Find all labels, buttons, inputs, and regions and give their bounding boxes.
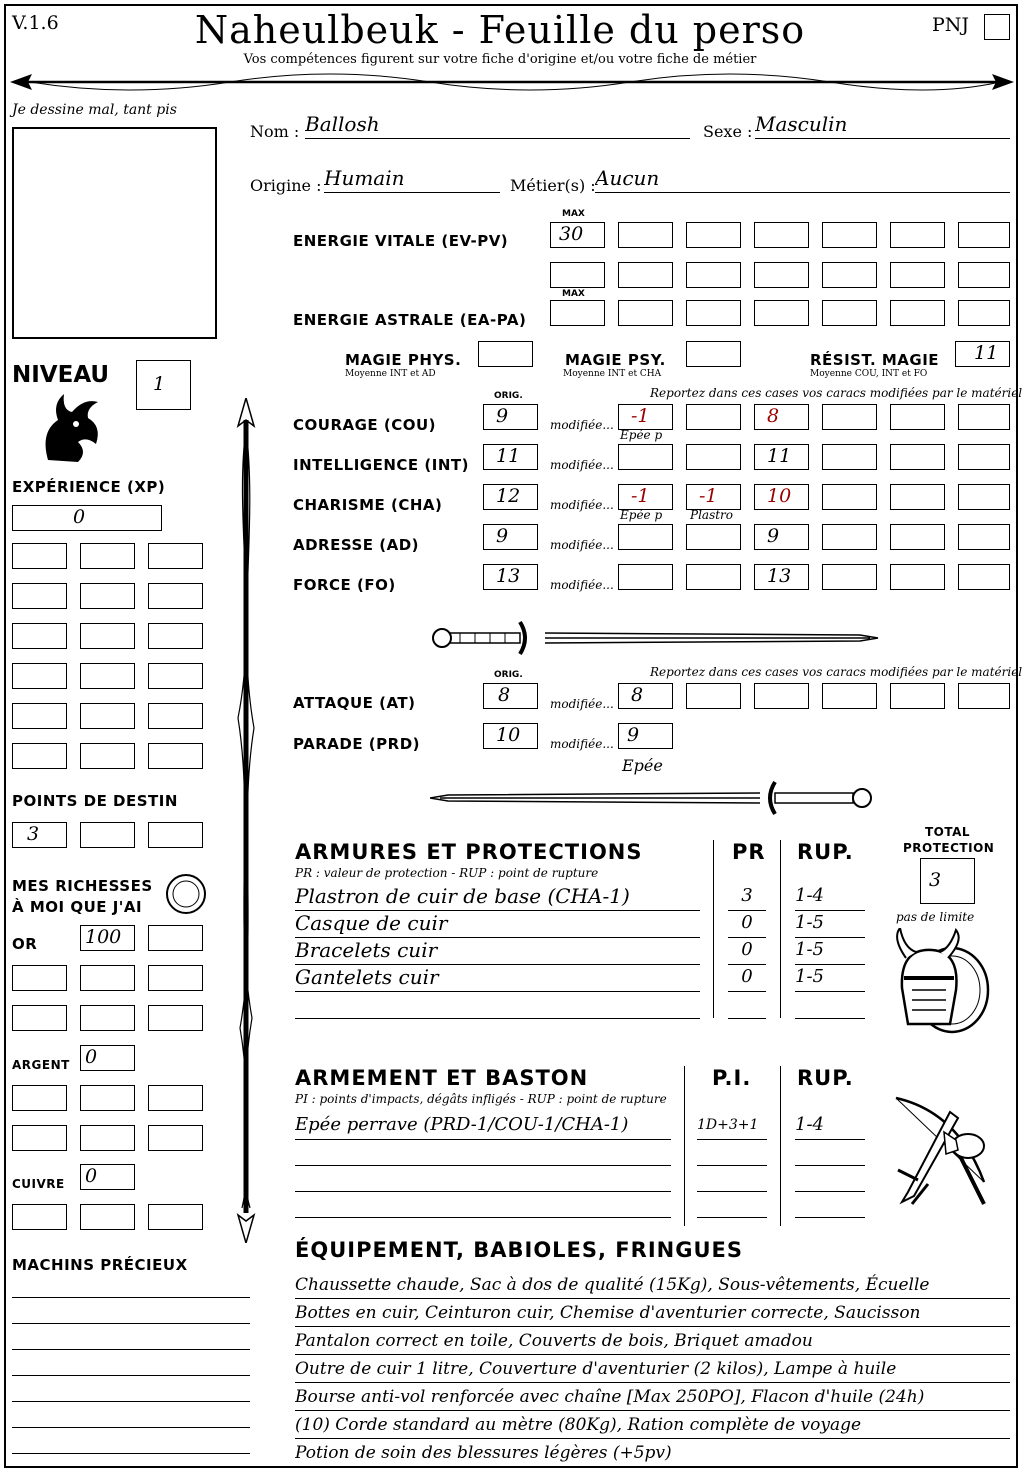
or-box[interactable] <box>80 1005 135 1031</box>
total-protection-box[interactable] <box>920 858 975 904</box>
armor-title: ARMURES ET PROTECTIONS <box>295 840 643 864</box>
stat-mod-box[interactable] <box>686 524 741 550</box>
stat-mod-value: 13 <box>767 565 792 587</box>
armor-item-rup[interactable]: 1-5 <box>795 963 865 992</box>
magie-phys-box[interactable] <box>478 341 533 367</box>
weapon-item-rup[interactable]: 1-4 <box>795 1111 865 1140</box>
ev-box[interactable] <box>686 222 741 248</box>
ea-box[interactable] <box>822 300 877 326</box>
argent-box[interactable] <box>80 1045 135 1071</box>
attaque-orig-box[interactable] <box>483 683 538 709</box>
ea-box[interactable] <box>958 300 1010 326</box>
attaque-mod-value: 8 <box>631 684 644 706</box>
equipment-line[interactable]: Pantalon correct en toile, Couverts de bois, Briquet amadou <box>295 1328 1010 1355</box>
weapon-item-name[interactable]: Epée perrave (PRD-1/COU-1/CHA-1) <box>295 1111 671 1140</box>
protection-limit-note: pas de limite <box>896 910 975 924</box>
stat-mod-note: Epée p <box>620 428 663 442</box>
xp-box[interactable] <box>80 583 135 609</box>
magie-phys-note: Moyenne INT et AD <box>345 369 436 379</box>
stat-mod-label: modifiée... <box>550 538 614 552</box>
destin-value: 3 <box>27 823 40 845</box>
stat-mod-box[interactable] <box>958 524 1010 550</box>
portrait-box[interactable] <box>12 127 217 339</box>
sheet-title: Naheulbeuk - Feuille du perso <box>194 8 806 52</box>
pnj-checkbox[interactable] <box>984 14 1010 40</box>
equipment-line[interactable]: (10) Corde standard au mètre (80Kg), Ration complète de voyage <box>295 1412 1010 1439</box>
ev-box[interactable] <box>754 222 809 248</box>
weapons-pi-header: P.I. <box>712 1066 752 1090</box>
ev-box[interactable] <box>754 262 809 288</box>
combat-orig-label: ORIG. <box>494 670 523 680</box>
experience-label: EXPÉRIENCE (XP) <box>12 478 166 496</box>
combat-report-note: Reportez dans ces cases vos caracs modifiées par le matériel <box>650 665 1023 679</box>
ea-max-label: MAX <box>562 289 585 299</box>
stat-mod-box[interactable] <box>822 404 877 430</box>
magie-psy-note: Moyenne INT et CHA <box>563 369 662 379</box>
xp-box[interactable] <box>148 583 203 609</box>
weapon-empty-line[interactable] <box>295 1189 671 1218</box>
armor-item-pr[interactable]: 0 <box>728 963 766 992</box>
weapon-empty-line[interactable] <box>697 1137 767 1166</box>
stat-orig-box[interactable] <box>483 524 538 550</box>
machins-line[interactable] <box>12 1431 250 1454</box>
cuivre-label: CUIVRE <box>12 1177 65 1191</box>
cuivre-box[interactable] <box>80 1164 135 1190</box>
ea-box[interactable] <box>686 300 741 326</box>
magie-psy-label: MAGIE PSY. <box>565 351 666 369</box>
machins-line[interactable] <box>12 1327 250 1350</box>
resist-magie-label: RÉSIST. MAGIE <box>810 351 940 369</box>
armor-empty-line[interactable] <box>295 990 700 1019</box>
armor-item-rup[interactable]: 1-4 <box>795 882 865 911</box>
equipment-line[interactable]: Bottes en cuir, Ceinturon cuir, Chemise d'aventurier correcte, Saucisson <box>295 1300 1010 1327</box>
armor-note: PR : valeur de protection - RUP : point de rupture <box>295 866 599 880</box>
helmet-shield-icon <box>890 928 995 1036</box>
xp-box[interactable] <box>80 743 135 769</box>
xp-box[interactable] <box>12 583 67 609</box>
stat-mod-label: modifiée... <box>550 418 614 432</box>
version-label: V.1.6 <box>12 12 59 34</box>
stat-label: COURAGE (COU) <box>293 416 437 434</box>
parade-orig-value: 10 <box>496 724 521 746</box>
argent-box[interactable] <box>12 1085 67 1111</box>
sheet-subtitle: Vos compétences figurent sur votre fiche d'origine et/ou votre fiche de métier <box>243 52 757 67</box>
ev-max-value: 30 <box>559 223 584 245</box>
machins-line[interactable] <box>12 1379 250 1402</box>
parade-mod-value: 9 <box>627 724 640 746</box>
resist-magie-note: Moyenne COU, INT et FO <box>810 369 928 379</box>
weapon-item-pi[interactable]: 1D+3+1 <box>697 1111 767 1140</box>
stat-label: ADRESSE (AD) <box>293 536 420 554</box>
armor-item-rup[interactable]: 1-5 <box>795 909 865 938</box>
stat-mod-box[interactable] <box>958 404 1010 430</box>
richesses-label-2: À MOI QUE J'AI <box>12 898 143 916</box>
metier-field[interactable]: Aucun <box>595 164 1010 193</box>
stat-orig-value: 13 <box>496 565 521 587</box>
stat-orig-value: 11 <box>496 445 521 467</box>
metier-label: Métier(s) : <box>510 176 596 195</box>
ev-box[interactable] <box>618 222 673 248</box>
stat-mod-box[interactable] <box>754 404 809 430</box>
stat-mod-value: -1 <box>631 405 650 427</box>
sexe-label: Sexe : <box>703 122 753 141</box>
stat-mod-box[interactable] <box>618 564 673 590</box>
weapon-empty-line[interactable] <box>697 1189 767 1218</box>
stat-label: CHARISME (CHA) <box>293 496 443 514</box>
xp-box[interactable] <box>148 703 203 729</box>
ea-box[interactable] <box>890 300 945 326</box>
stat-orig-value: 9 <box>496 525 509 547</box>
weapon-empty-line[interactable] <box>295 1137 671 1166</box>
total-protection-label-2: PROTECTION <box>903 841 995 855</box>
stat-mod-value: 8 <box>767 405 780 427</box>
stat-label: FORCE (FO) <box>293 576 396 594</box>
weapons-icon <box>888 1092 998 1212</box>
armor-col-divider <box>780 840 781 1018</box>
stat-mod-note: Epée p <box>620 508 663 522</box>
stat-mod-label: modifiée... <box>550 458 614 472</box>
stat-orig-value: 9 <box>496 405 509 427</box>
argent-box[interactable] <box>80 1125 135 1151</box>
portrait-caption: Je dessine mal, tant pis <box>12 102 177 118</box>
stat-mod-value: 10 <box>767 485 792 507</box>
stat-mod-note: Plastro <box>690 508 734 522</box>
parade-mod-note: Epée <box>622 756 663 775</box>
argent-label: ARGENT <box>12 1058 70 1072</box>
total-protection-label: TOTAL <box>925 825 971 839</box>
ev-box[interactable] <box>958 262 1010 288</box>
ev-box[interactable] <box>686 262 741 288</box>
cuivre-box[interactable] <box>80 1204 135 1230</box>
xp-box[interactable] <box>12 703 67 729</box>
stat-mod-box[interactable] <box>754 444 809 470</box>
stat-label: INTELLIGENCE (INT) <box>293 456 469 474</box>
attaque-box[interactable] <box>686 683 741 709</box>
resist-magie-value: 11 <box>974 342 999 364</box>
sword-illustration <box>430 778 875 818</box>
machins-line[interactable] <box>12 1405 250 1428</box>
weapon-empty-line[interactable] <box>795 1189 865 1218</box>
stats-orig-label: ORIG. <box>494 391 523 401</box>
origine-field[interactable]: Humain <box>324 164 500 193</box>
stat-mod-box[interactable] <box>958 564 1010 590</box>
armor-item-name[interactable]: Casque de cuir <box>295 909 700 938</box>
stat-mod-value: 11 <box>767 445 792 467</box>
stat-mod-box[interactable] <box>822 484 877 510</box>
weapon-empty-line[interactable] <box>795 1137 865 1166</box>
armor-item-name[interactable]: Gantelets cuir <box>295 963 700 992</box>
armor-item-name[interactable]: Bracelets cuir <box>295 936 700 965</box>
ev-box[interactable] <box>822 262 877 288</box>
armor-col-divider <box>713 840 714 1018</box>
destin-box[interactable] <box>80 822 135 848</box>
ev-label: ENERGIE VITALE (EV-PV) <box>293 232 509 250</box>
armor-item-pr[interactable]: 3 <box>728 882 766 911</box>
experience-value: 0 <box>73 506 86 528</box>
stat-orig-box[interactable] <box>483 404 538 430</box>
xp-box[interactable] <box>12 623 67 649</box>
or-box[interactable] <box>80 925 135 951</box>
ev-max-box[interactable] <box>550 222 605 248</box>
stat-mod-box[interactable] <box>754 524 809 550</box>
stat-mod-value: 9 <box>767 525 780 547</box>
stat-mod-value: -1 <box>631 485 650 507</box>
stat-mod-label: modifiée... <box>550 498 614 512</box>
origine-label: Origine : <box>250 176 322 195</box>
xp-box[interactable] <box>80 543 135 569</box>
stat-mod-box[interactable] <box>822 524 877 550</box>
or-box[interactable] <box>12 1005 67 1031</box>
niveau-label: NIVEAU <box>12 362 110 388</box>
xp-box[interactable] <box>148 543 203 569</box>
nom-label: Nom : <box>250 122 300 141</box>
dragon-icon <box>38 392 106 464</box>
sexe-field[interactable]: Masculin <box>755 110 1010 139</box>
stat-orig-box[interactable] <box>483 564 538 590</box>
ev-box[interactable] <box>958 222 1010 248</box>
or-box[interactable] <box>12 965 67 991</box>
ev-box[interactable] <box>890 262 945 288</box>
attaque-mod-box[interactable] <box>618 683 673 709</box>
argent-value: 0 <box>85 1046 98 1068</box>
armor-pr-header: PR <box>732 840 766 864</box>
argent-box[interactable] <box>80 1085 135 1111</box>
ev-box[interactable] <box>890 222 945 248</box>
or-box[interactable] <box>148 1005 203 1031</box>
total-protection-value: 3 <box>929 869 942 891</box>
attaque-box[interactable] <box>958 683 1010 709</box>
weapons-title: ARMEMENT ET BASTON <box>295 1066 589 1090</box>
ev-max-label: MAX <box>562 209 585 219</box>
resist-magie-box[interactable] <box>955 341 1010 367</box>
stat-mod-box[interactable] <box>822 444 877 470</box>
argent-box[interactable] <box>148 1125 203 1151</box>
argent-box[interactable] <box>148 1085 203 1111</box>
machins-line[interactable] <box>12 1353 250 1376</box>
spear-illustration <box>228 398 264 1243</box>
stat-mod-box[interactable] <box>686 484 741 510</box>
weapons-col-divider <box>780 1066 781 1226</box>
destin-label: POINTS DE DESTIN <box>12 792 178 810</box>
ev-box[interactable] <box>822 222 877 248</box>
ev-box[interactable] <box>550 262 605 288</box>
or-box[interactable] <box>80 965 135 991</box>
nom-field[interactable]: Ballosh <box>305 110 690 139</box>
ea-max-box[interactable] <box>550 300 605 326</box>
xp-box[interactable] <box>80 703 135 729</box>
stat-mod-box[interactable] <box>754 564 809 590</box>
weapons-note: PI : points d'impacts, dégâts infligés - RUP : point de rupture <box>295 1092 667 1106</box>
parade-label: PARADE (PRD) <box>293 735 421 753</box>
armor-empty-line[interactable] <box>728 990 766 1019</box>
stat-mod-box[interactable] <box>618 404 673 430</box>
weapons-col-divider <box>684 1066 685 1226</box>
attaque-box[interactable] <box>754 683 809 709</box>
xp-box[interactable] <box>148 663 203 689</box>
or-box[interactable] <box>148 965 203 991</box>
xp-box[interactable] <box>148 623 203 649</box>
magie-phys-label: MAGIE PHYS. <box>345 351 462 369</box>
header-spear-divider <box>10 62 1014 104</box>
xp-box[interactable] <box>12 663 67 689</box>
or-value: 100 <box>85 926 122 948</box>
stat-mod-box[interactable] <box>754 484 809 510</box>
sword-illustration <box>430 618 880 658</box>
coin-icon <box>164 872 208 916</box>
niveau-box[interactable] <box>136 360 191 410</box>
magie-psy-box[interactable] <box>686 341 741 367</box>
machins-line[interactable] <box>12 1301 250 1324</box>
stats-report-note: Reportez dans ces cases vos caracs modifiées par le matériel <box>650 386 1023 400</box>
stat-orig-box[interactable] <box>483 484 538 510</box>
cuivre-value: 0 <box>85 1165 98 1187</box>
cuivre-box[interactable] <box>12 1204 67 1230</box>
stat-mod-box[interactable] <box>822 564 877 590</box>
xp-box[interactable] <box>12 543 67 569</box>
equipment-line[interactable]: Bourse anti-vol renforcée avec chaîne [Max 250PO], Flacon d'huile (24h) <box>295 1384 1010 1411</box>
weapon-empty-line[interactable] <box>697 1163 767 1192</box>
xp-box[interactable] <box>12 743 67 769</box>
stat-mod-box[interactable] <box>618 524 673 550</box>
weapon-empty-line[interactable] <box>295 1163 671 1192</box>
machins-label: MACHINS PRÉCIEUX <box>12 1256 188 1274</box>
attaque-box[interactable] <box>822 683 877 709</box>
equipment-line[interactable]: Potion de soin des blessures légères (+5pv) <box>295 1440 1010 1467</box>
xp-box[interactable] <box>80 623 135 649</box>
equipment-line[interactable]: Outre de cuir 1 litre, Couverture d'aventurier (2 kilos), Lampe à huile <box>295 1356 1010 1383</box>
stat-orig-box[interactable] <box>483 444 538 470</box>
equipment-line[interactable]: Chaussette chaude, Sac à dos de qualité (15Kg), Sous-vêtements, Écuelle <box>295 1272 1010 1299</box>
stat-mod-box[interactable] <box>618 484 673 510</box>
parade-mod-box[interactable] <box>618 723 673 749</box>
parade-mod-label: modifiée... <box>550 737 614 751</box>
stat-orig-value: 12 <box>496 485 521 507</box>
ea-box[interactable] <box>754 300 809 326</box>
stat-mod-box[interactable] <box>958 484 1010 510</box>
armor-item-pr[interactable]: 0 <box>728 936 766 965</box>
stat-mod-box[interactable] <box>890 444 945 470</box>
armor-empty-line[interactable] <box>795 990 865 1019</box>
stat-mod-box[interactable] <box>686 404 741 430</box>
armor-item-rup[interactable]: 1-5 <box>795 936 865 965</box>
attaque-label: ATTAQUE (AT) <box>293 694 416 712</box>
stat-mod-value: -1 <box>699 485 718 507</box>
stat-mod-box[interactable] <box>686 564 741 590</box>
attaque-mod-label: modifiée... <box>550 697 614 711</box>
xp-box[interactable] <box>80 663 135 689</box>
destin-box[interactable] <box>12 822 67 848</box>
weapons-rup-header: RUP. <box>797 1066 854 1090</box>
pnj-label: PNJ <box>932 14 970 36</box>
stat-mod-box[interactable] <box>890 524 945 550</box>
or-label: OR <box>12 935 38 953</box>
experience-box[interactable] <box>12 505 162 531</box>
armor-rup-header: RUP. <box>797 840 854 864</box>
stat-mod-box[interactable] <box>618 444 673 470</box>
cuivre-box[interactable] <box>148 1204 203 1230</box>
argent-box[interactable] <box>12 1125 67 1151</box>
or-box[interactable] <box>148 925 203 951</box>
stat-mod-box[interactable] <box>890 564 945 590</box>
armor-item-pr[interactable]: 0 <box>728 909 766 938</box>
stat-mod-box[interactable] <box>890 404 945 430</box>
richesses-label: MES RICHESSES <box>12 877 153 895</box>
xp-box[interactable] <box>148 743 203 769</box>
stat-mod-box[interactable] <box>958 444 1010 470</box>
stat-mod-label: modifiée... <box>550 578 614 592</box>
attaque-orig-value: 8 <box>498 684 511 706</box>
destin-box[interactable] <box>148 822 203 848</box>
machins-line[interactable] <box>12 1275 250 1298</box>
ea-label: ENERGIE ASTRALE (EA-PA) <box>293 311 527 329</box>
attaque-box[interactable] <box>890 683 945 709</box>
ev-box[interactable] <box>618 262 673 288</box>
ea-box[interactable] <box>618 300 673 326</box>
stat-mod-box[interactable] <box>890 484 945 510</box>
niveau-value: 1 <box>153 373 166 395</box>
weapon-empty-line[interactable] <box>795 1163 865 1192</box>
stat-mod-box[interactable] <box>686 444 741 470</box>
armor-item-name[interactable]: Plastron de cuir de base (CHA-1) <box>295 882 700 911</box>
equipment-title: ÉQUIPEMENT, BABIOLES, FRINGUES <box>295 1238 743 1262</box>
parade-orig-box[interactable] <box>483 723 538 749</box>
